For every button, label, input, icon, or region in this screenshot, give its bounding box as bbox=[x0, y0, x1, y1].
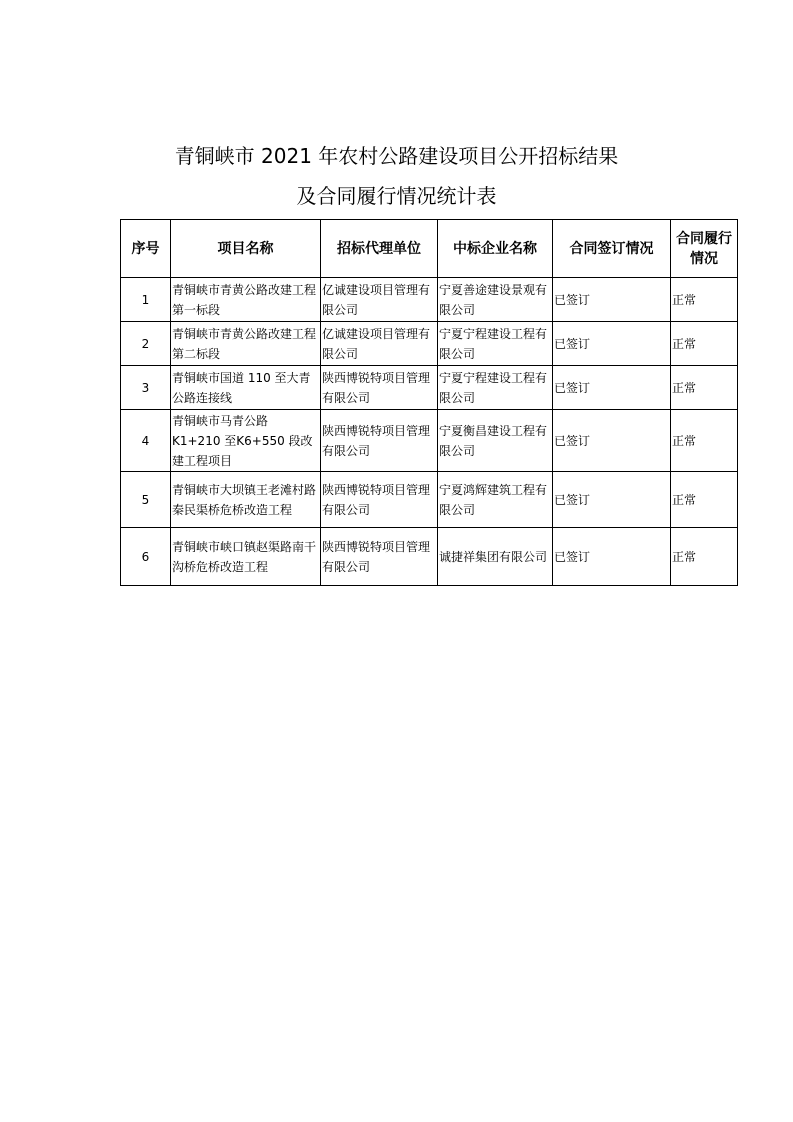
cell-agency: 亿诚建设项目管理有限公司 bbox=[321, 322, 438, 366]
cell-project-name: 青铜峡市国道 110 至大青公路连接线 bbox=[171, 366, 321, 410]
result-table bbox=[120, 219, 738, 586]
cell-project-name: 青铜峡市大坝镇王老滩村路秦民渠桥危桥改造工程 bbox=[171, 472, 321, 528]
cell-agency: 陕西博锐特项目管理有限公司 bbox=[321, 410, 438, 472]
cell-agency: 陕西博锐特项目管理有限公司 bbox=[321, 472, 438, 528]
table-row bbox=[121, 528, 738, 586]
header-contract-performance: 合同履行情况 bbox=[671, 220, 738, 278]
cell-project-name: 青铜峡市马青公路 K1+210 至K6+550 段改建工程项目 bbox=[171, 410, 321, 472]
cell-contract-signing: 已签订 bbox=[553, 278, 671, 322]
cell-winning-company: 宁夏衡昌建设工程有限公司 bbox=[438, 410, 553, 472]
cell-agency: 亿诚建设项目管理有限公司 bbox=[321, 278, 438, 322]
table-header-row bbox=[121, 220, 738, 278]
cell-contract-signing: 已签订 bbox=[553, 472, 671, 528]
cell-contract-signing: 已签订 bbox=[553, 366, 671, 410]
cell-winning-company: 宁夏宁程建设工程有限公司 bbox=[438, 322, 553, 366]
cell-index: 4 bbox=[121, 410, 171, 472]
header-project-name: 项目名称 bbox=[171, 220, 321, 278]
cell-contract-performance: 正常 bbox=[671, 366, 738, 410]
cell-index: 6 bbox=[121, 528, 171, 586]
cell-index: 3 bbox=[121, 366, 171, 410]
table-row bbox=[121, 410, 738, 472]
cell-project-name: 青铜峡市青黄公路改建工程第一标段 bbox=[171, 278, 321, 322]
cell-agency: 陕西博锐特项目管理有限公司 bbox=[321, 366, 438, 410]
document-subtitle: 及合同履行情况统计表 bbox=[296, 184, 497, 208]
cell-contract-performance: 正常 bbox=[671, 278, 738, 322]
table-row bbox=[121, 278, 738, 322]
cell-agency: 陕西博锐特项目管理有限公司 bbox=[321, 528, 438, 586]
cell-contract-performance: 正常 bbox=[671, 528, 738, 586]
header-contract-signing: 合同签订情况 bbox=[553, 220, 671, 278]
cell-index: 2 bbox=[121, 322, 171, 366]
cell-contract-signing: 已签订 bbox=[553, 410, 671, 472]
cell-project-name: 青铜峡市峡口镇赵渠路南干沟桥危桥改造工程 bbox=[171, 528, 321, 586]
cell-contract-signing: 已签订 bbox=[553, 322, 671, 366]
cell-contract-performance: 正常 bbox=[671, 410, 738, 472]
cell-winning-company: 诚捷祥集团有限公司 bbox=[438, 528, 553, 586]
cell-winning-company: 宁夏善途建设景观有限公司 bbox=[438, 278, 553, 322]
header-index: 序号 bbox=[121, 220, 171, 278]
cell-index: 1 bbox=[121, 278, 171, 322]
cell-project-name: 青铜峡市青黄公路改建工程第二标段 bbox=[171, 322, 321, 366]
header-winning-company: 中标企业名称 bbox=[438, 220, 553, 278]
cell-contract-performance: 正常 bbox=[671, 472, 738, 528]
header-agency: 招标代理单位 bbox=[321, 220, 438, 278]
cell-winning-company: 宁夏鸿辉建筑工程有限公司 bbox=[438, 472, 553, 528]
cell-index: 5 bbox=[121, 472, 171, 528]
cell-winning-company: 宁夏宁程建设工程有限公司 bbox=[438, 366, 553, 410]
table-row bbox=[121, 366, 738, 410]
table-row bbox=[121, 322, 738, 366]
document-title: 青铜峡市 2021 年农村公路建设项目公开招标结果 bbox=[174, 144, 619, 168]
cell-contract-performance: 正常 bbox=[671, 322, 738, 366]
cell-contract-signing: 已签订 bbox=[553, 528, 671, 586]
table-row bbox=[121, 472, 738, 528]
